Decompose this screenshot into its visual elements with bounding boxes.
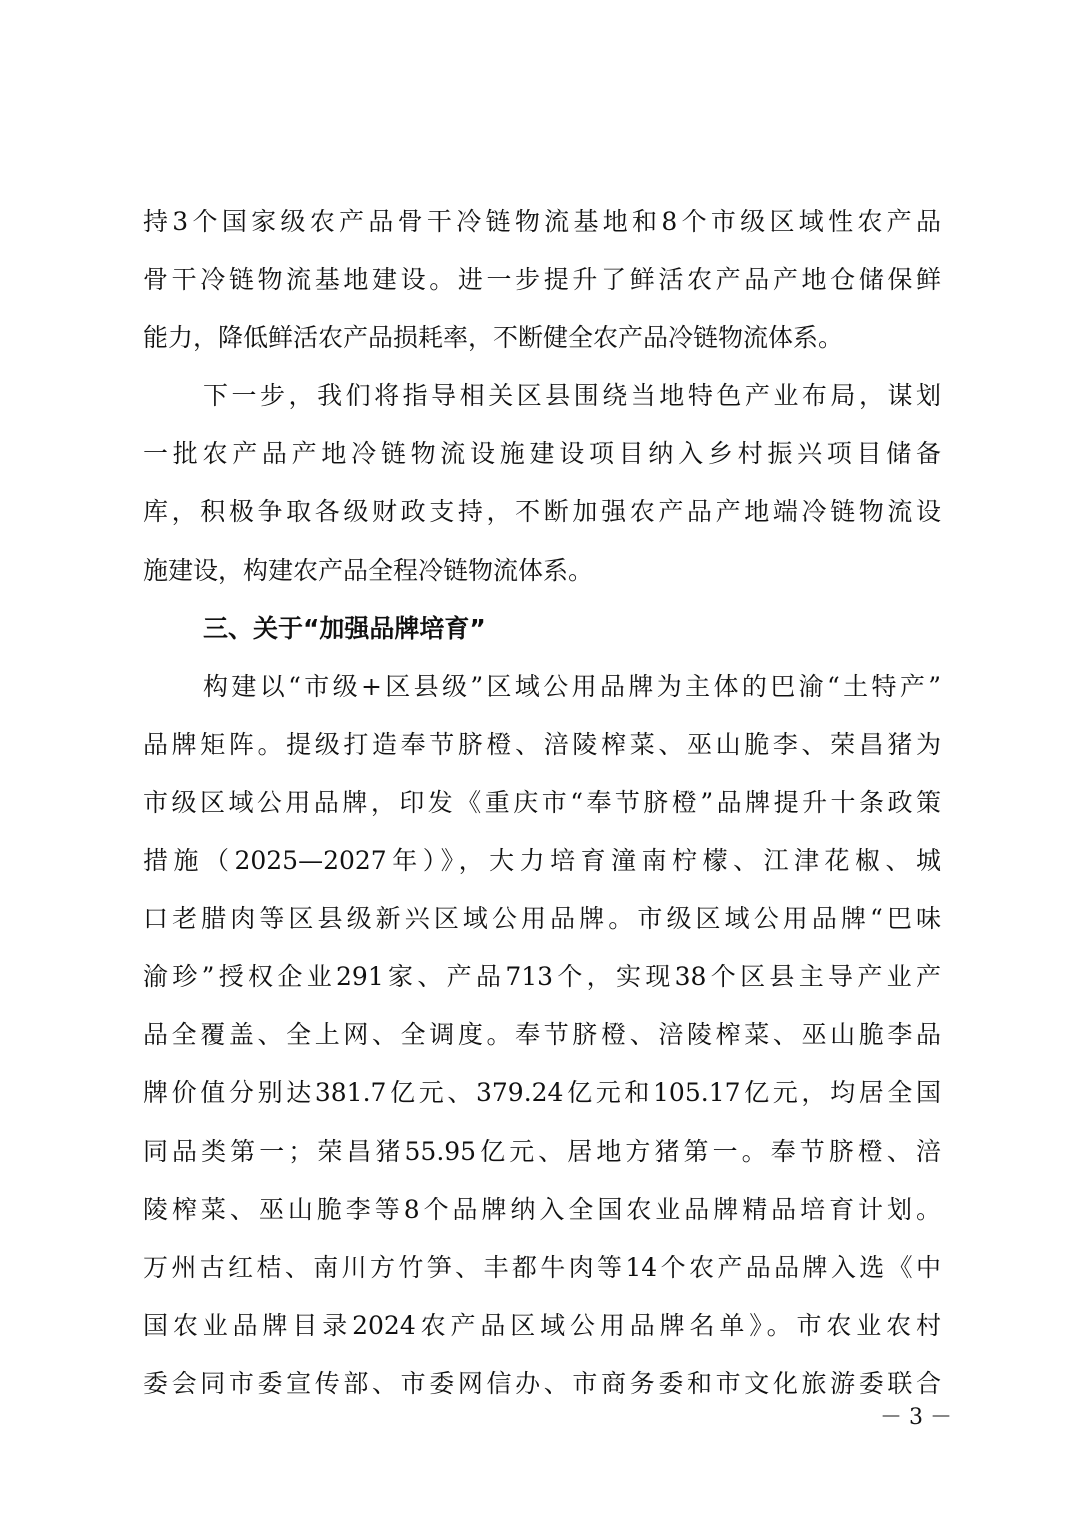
page-number: － 3 － <box>880 1405 952 1430</box>
text-line: 市级区域公用品牌，印发《重庆市“奉节脐橙”品牌提升十条政策 <box>143 787 941 817</box>
text-line: 措施（2025—2027年）》，大力培育潼南柠檬、江津花椒、城 <box>143 846 941 876</box>
paragraph-next-steps <box>143 367 941 599</box>
text-line: 下一步，我们将指导相关区县围绕当地特色产业布局，谋划 <box>203 381 941 411</box>
section-heading: 三、关于“加强品牌培育” <box>203 613 486 643</box>
text-line: 陵榨菜、巫山脆李等8个品牌纳入全国农业品牌精品培育计划。 <box>143 1194 941 1224</box>
text-line: 国农业品牌目录2024农产品区域公用品牌名单》。市农业农村 <box>143 1310 941 1340</box>
text-line: 骨干冷链物流基地建设。进一步提升了鲜活农产品产地仓储保鲜 <box>143 265 941 295</box>
text-line: 能力，降低鲜活农产品损耗率，不断健全农产品冷链物流体系。 <box>143 323 844 353</box>
text-line: 一批农产品产地冷链物流设施建设项目纳入乡村振兴项目储备 <box>143 439 941 469</box>
paragraph-brand-cultivation <box>143 658 941 1413</box>
text-line: 渝珍”授权企业291家、产品713个，实现38个区县主导产业产 <box>143 962 941 992</box>
text-line: 牌价值分别达381.7亿元、379.24亿元和105.17亿元，均居全国 <box>143 1078 941 1108</box>
text-line: 库，积极争取各级财政支持，不断加强农产品产地端冷链物流设 <box>143 497 941 527</box>
text-line: 委会同市委宣传部、市委网信办、市商务委和市文化旅游委联合 <box>143 1368 941 1398</box>
text-line: 持3个国家级农产品骨干冷链物流基地和8个市级区域性农产品 <box>143 207 941 236</box>
text-line: 同品类第一；荣昌猪55.95亿元、居地方猪第一。奉节脐橙、涪 <box>143 1136 941 1166</box>
text-line: 万州古红桔、南川方竹笋、丰都牛肉等14个农产品品牌入选《中 <box>143 1252 941 1282</box>
text-line: 品牌矩阵。提级打造奉节脐橙、涪陵榨菜、巫山脆李、荣昌猪为 <box>143 729 941 759</box>
document-body <box>143 193 941 1413</box>
paragraph-cold-chain-bases <box>143 193 941 367</box>
text-line: 构建以“市级+区县级”区域公用品牌为主体的巴渝“土特产” <box>203 671 941 701</box>
text-line: 口老腊肉等区县级新兴区域公用品牌。市级区域公用品牌“巴味 <box>143 904 941 934</box>
text-line: 施建设，构建农产品全程冷链物流体系。 <box>143 555 594 585</box>
text-line: 品全覆盖、全上网、全调度。奉节脐橙、涪陵榨菜、巫山脆李品 <box>143 1020 941 1050</box>
